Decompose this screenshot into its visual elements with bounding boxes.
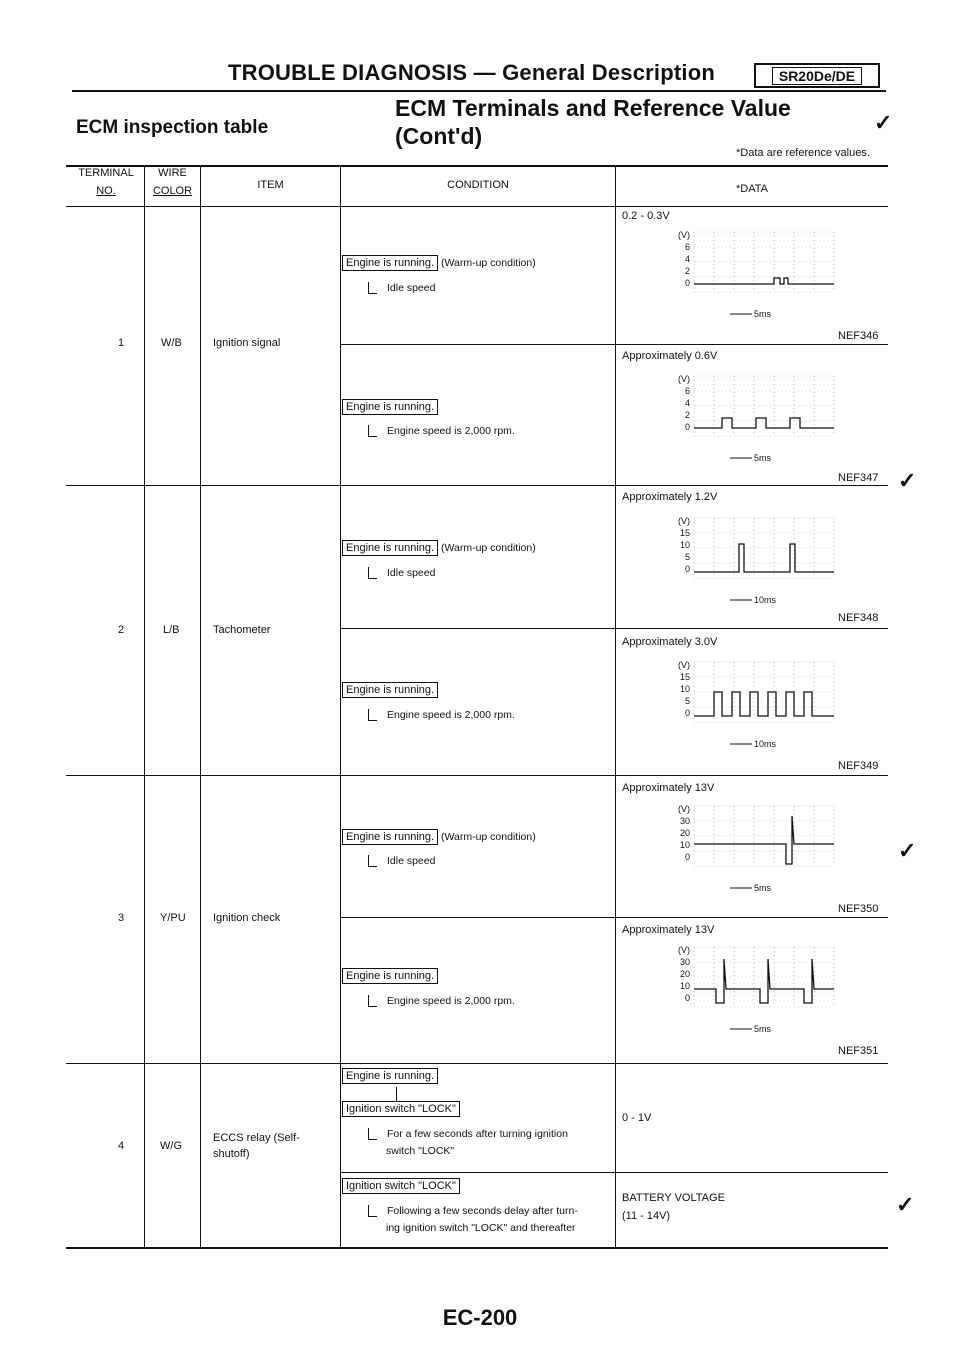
engine-code-badge xyxy=(754,63,880,88)
subrow-separator-1 xyxy=(340,344,888,345)
section-title: TROUBLE DIAGNOSIS — General Description xyxy=(228,60,715,85)
row-separator-3 xyxy=(66,1063,888,1064)
axis-tick-label: (V) xyxy=(678,230,690,240)
condition-detail: Following a few seconds delay after turn- ing ignition switch "LOCK" and thereafter xyxy=(368,1205,578,1234)
axis-tick-label: (V) xyxy=(678,660,690,670)
axis-tick-label: 30 xyxy=(679,957,690,967)
row-separator-2 xyxy=(66,775,888,776)
terminal-number: 1 xyxy=(118,337,125,349)
waveform-trace xyxy=(694,959,834,1003)
condition-engine-running: Engine is running. (Warm-up condition) xyxy=(342,829,536,845)
data-value: Approximately 13V xyxy=(622,924,715,936)
waveform-trace xyxy=(694,418,834,428)
figure-code: NEF351 xyxy=(838,1045,879,1057)
axis-tick-label: 5 xyxy=(684,696,690,706)
axis-tick-label: 15 xyxy=(679,528,690,538)
axis-tick-label: 20 xyxy=(679,828,690,838)
row-separator-1 xyxy=(66,485,888,486)
col-divider-1 xyxy=(144,166,145,1248)
col-divider-3 xyxy=(340,166,341,1248)
check-mark-icon: ✓ xyxy=(896,1192,915,1217)
header-rule xyxy=(72,90,886,92)
condition-engine-running: Engine is running. (Warm-up condition) xyxy=(342,255,536,271)
axis-tick-label: 4 xyxy=(684,254,690,264)
table-bottom-rule xyxy=(66,1247,888,1249)
axis-tick-label: 10 xyxy=(679,981,690,991)
axis-tick-label: 10 xyxy=(679,540,690,550)
axis-tick-label: 0 xyxy=(684,422,690,432)
figure-code: NEF346 xyxy=(838,330,879,342)
waveform-svg xyxy=(668,658,848,758)
axis-tick-label: 0 xyxy=(684,852,690,862)
waveform-scope xyxy=(668,372,848,477)
axis-tick-label: (V) xyxy=(678,945,690,955)
wire-color: Y/PU xyxy=(160,912,186,924)
subrow-separator-2 xyxy=(340,628,888,629)
figure-code: NEF347 xyxy=(838,472,879,484)
figure-code: NEF350 xyxy=(838,903,879,915)
time-scale-label: 10ms xyxy=(754,595,777,605)
condition-ignition-lock: Ignition switch "LOCK" xyxy=(342,1178,460,1194)
axis-tick-label: 0 xyxy=(684,708,690,718)
page-number: EC-200 xyxy=(442,1305,518,1330)
figure-code: NEF348 xyxy=(838,612,879,624)
waveform-trace xyxy=(694,278,834,284)
condition-detail: Idle speed xyxy=(368,282,435,294)
col-divider-4 xyxy=(615,166,616,1248)
col-data-header: *DATA xyxy=(736,183,768,195)
condition-detail: Engine speed is 2,000 rpm. xyxy=(368,425,515,437)
waveform-svg xyxy=(668,802,848,902)
waveform-trace xyxy=(694,816,834,864)
data-value: 0.2 - 0.3V xyxy=(622,210,670,222)
waveform-scope xyxy=(668,943,848,1048)
axis-tick-label: (V) xyxy=(678,516,690,526)
waveform-trace xyxy=(694,692,834,716)
check-mark-icon: ✓ xyxy=(898,468,917,493)
time-scale-label: 5ms xyxy=(754,883,772,893)
main-title xyxy=(395,94,791,150)
axis-tick-label: 10 xyxy=(679,684,690,694)
waveform-scope xyxy=(668,658,848,763)
waveform-svg xyxy=(668,228,848,328)
col-condition-header: CONDITION xyxy=(447,179,509,191)
col-terminal-header: TERMINAL NO. xyxy=(78,167,134,197)
axis-tick-label: (V) xyxy=(678,804,690,814)
axis-tick-label: 6 xyxy=(684,386,690,396)
axis-tick-label: 30 xyxy=(679,816,690,826)
axis-tick-label: (V) xyxy=(678,374,690,384)
time-scale-label: 5ms xyxy=(754,453,772,463)
axis-tick-label: 10 xyxy=(679,840,690,850)
condition-connector xyxy=(396,1087,397,1101)
condition-detail: Engine speed is 2,000 rpm. xyxy=(368,709,515,721)
axis-tick-label: 0 xyxy=(684,564,690,574)
waveform-scope xyxy=(668,802,848,907)
item-name: Tachometer xyxy=(213,624,271,636)
waveform-scope xyxy=(668,228,848,333)
wire-color: L/B xyxy=(163,624,180,636)
waveform-scope xyxy=(668,514,848,619)
check-mark-icon: ✓ xyxy=(898,838,917,863)
waveform-svg xyxy=(668,514,848,614)
time-scale-label: 5ms xyxy=(754,309,772,319)
data-value: 0 - 1V xyxy=(622,1112,652,1124)
subrow-separator-4 xyxy=(340,1172,888,1173)
axis-tick-label: 6 xyxy=(684,242,690,252)
subrow-separator-3 xyxy=(340,917,888,918)
col-wire-header: WIRE COLOR xyxy=(152,167,193,197)
data-value: BATTERY VOLTAGE (11 - 14V) xyxy=(622,1192,725,1222)
condition-engine-running: Engine is running. xyxy=(342,968,438,984)
terminal-number: 2 xyxy=(118,624,125,636)
condition-detail: Idle speed xyxy=(368,567,435,579)
axis-tick-label: 5 xyxy=(684,552,690,562)
wire-color: W/B xyxy=(161,337,182,349)
condition-ignition-lock: Ignition switch "LOCK" xyxy=(342,1101,460,1117)
axis-tick-label: 15 xyxy=(679,672,690,682)
table-header-rule xyxy=(66,206,888,207)
condition-detail: Idle speed xyxy=(368,855,435,867)
condition-engine-running: Engine is running. xyxy=(342,682,438,698)
item-name: ECCS relay (Self- shutoff) xyxy=(213,1132,300,1160)
axis-tick-label: 0 xyxy=(684,278,690,288)
wire-color: W/G xyxy=(160,1140,182,1152)
data-value: Approximately 0.6V xyxy=(622,350,718,362)
reference-note: *Data are reference values. xyxy=(736,147,870,159)
col-divider-2 xyxy=(200,166,201,1248)
data-value: Approximately 1.2V xyxy=(622,491,718,503)
waveform-svg xyxy=(668,943,848,1043)
waveform-svg xyxy=(668,372,848,472)
axis-tick-label: 20 xyxy=(679,969,690,979)
condition-engine-running: Engine is running. xyxy=(342,399,438,415)
check-mark-icon: ✓ xyxy=(874,110,893,135)
time-scale-label: 5ms xyxy=(754,1024,772,1034)
item-name: Ignition signal xyxy=(213,337,281,349)
col-item-header: ITEM xyxy=(257,179,284,191)
data-value: Approximately 3.0V xyxy=(622,636,718,648)
item-name: Ignition check xyxy=(213,912,281,924)
axis-tick-label: 0 xyxy=(684,993,690,1003)
axis-tick-label: 2 xyxy=(684,266,690,276)
time-scale-label: 10ms xyxy=(754,739,777,749)
axis-tick-label: 2 xyxy=(684,410,690,420)
condition-engine-running: Engine is running. (Warm-up condition) xyxy=(342,540,536,556)
condition-detail: Engine speed is 2,000 rpm. xyxy=(368,995,515,1007)
inspection-table-title: ECM inspection table xyxy=(76,117,269,138)
condition-engine-running: Engine is running. xyxy=(342,1068,438,1084)
data-value: Approximately 13V xyxy=(622,782,715,794)
terminal-number: 3 xyxy=(118,912,125,924)
condition-detail: For a few seconds after turning ignition switch "LOCK" xyxy=(368,1128,568,1157)
axis-tick-label: 4 xyxy=(684,398,690,408)
figure-code: NEF349 xyxy=(838,760,879,772)
main-title-line2: (Cont'd) xyxy=(395,123,483,149)
engine-code-label: SR20De/DE xyxy=(772,67,862,85)
terminal-number: 4 xyxy=(118,1140,125,1152)
main-title-line1: ECM Terminals and Reference Value xyxy=(395,95,791,121)
